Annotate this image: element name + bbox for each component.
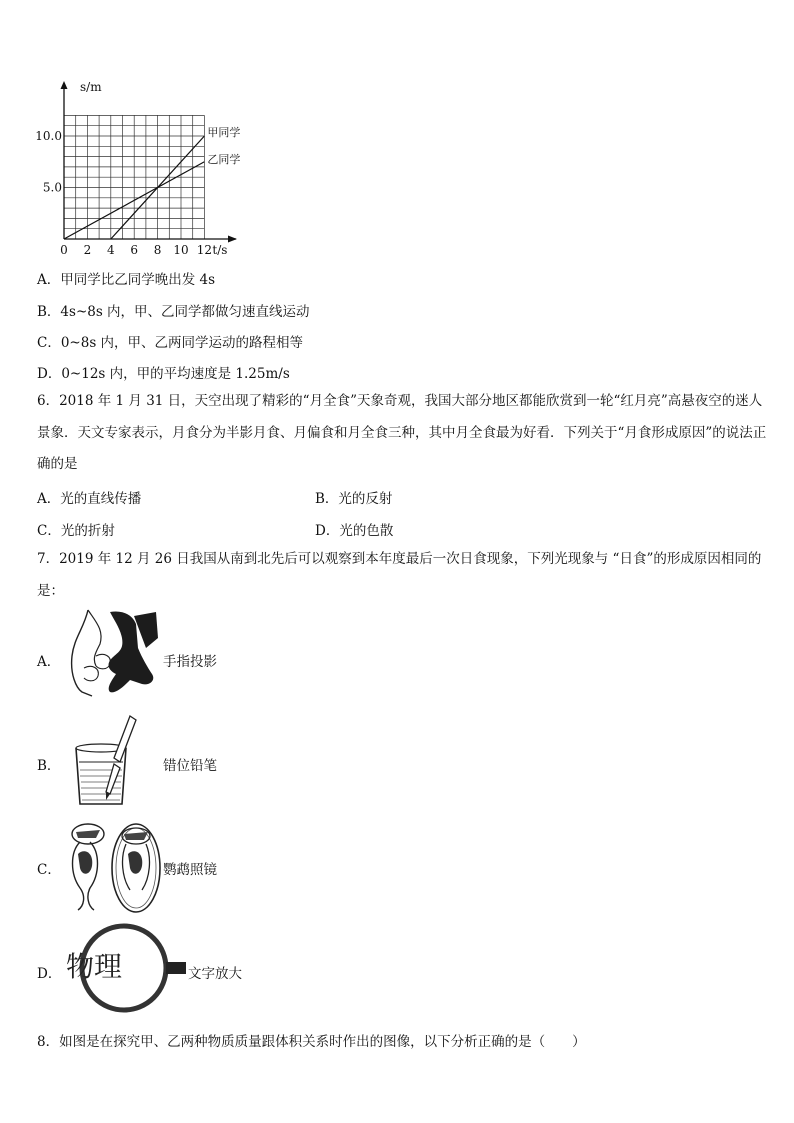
q6-option-b[interactable]	[315, 487, 392, 507]
chart-grid	[64, 115, 204, 239]
option-text: 光的折射	[60, 523, 115, 539]
q5-option-b[interactable]	[37, 300, 310, 320]
option-text: 4s~8s 内，甲、乙同学都做匀速直线运动	[60, 304, 310, 320]
option-letter: A．	[37, 272, 61, 288]
x-tick-label: 6	[130, 243, 139, 257]
option-letter: C．	[37, 523, 61, 539]
q5-option-d[interactable]	[37, 362, 290, 382]
q7-option-b-letter[interactable]: B．	[37, 758, 61, 774]
option-letter: A．	[37, 491, 61, 507]
x-axis-arrow	[228, 236, 237, 243]
option-text: 光的色散	[339, 523, 394, 539]
option-letter: B．	[315, 491, 339, 507]
q6-stem: 6．2018 年 1 月 31 日，天空出现了精彩的“月全食”天象奇观，我国大部分地区都能欣赏到一轮“红月亮”高悬夜空的迷人景象．天文专家表示，月食分为半影月食、月偏食和月全食三种，其中月全食最为好看．下列关于“月食形成原因”的说法正确的是	[37, 393, 767, 472]
option-letter: C．	[37, 335, 61, 351]
option-text: 光的反射	[338, 491, 393, 507]
q7-option-a-caption: 手指投影	[163, 654, 217, 670]
series-label: 甲同学	[207, 126, 241, 139]
series-label: 乙同学	[207, 152, 241, 166]
y-tick-label: 10.0	[35, 129, 62, 143]
magnifier-image	[62, 922, 192, 1014]
option-letter: D．	[37, 366, 62, 382]
chart-labels	[35, 80, 240, 257]
option-letter: D．	[315, 523, 340, 539]
parrot-mirror-image	[66, 818, 166, 914]
q7-option-c-caption: 鹦鹉照镜	[163, 862, 217, 878]
option-text: 0~8s 内，甲、乙两同学运动的路程相等	[60, 335, 304, 351]
q7-option-c-letter[interactable]: C．	[37, 862, 61, 878]
q7-stem: 7．2019 年 12 月 26 日我国从南到北先后可以观察到本年度最后一次日食现象，下列光现象与 “日食”的形成原因相同的是：	[37, 551, 762, 599]
option-letter: B．	[37, 304, 61, 320]
q6-option-d[interactable]	[315, 519, 393, 539]
st-graph	[30, 78, 250, 263]
q5-option-a[interactable]	[37, 268, 215, 288]
x-axis-label: t/s	[212, 243, 228, 257]
option-text: 0~12s 内，甲的平均速度是 1.25m/s	[61, 366, 290, 382]
q7-option-b-caption: 错位铅笔	[163, 758, 217, 774]
x-tick-label: 2	[83, 243, 92, 257]
option-text: 光的直线传播	[60, 491, 142, 507]
q7-option-d-caption: 文字放大	[188, 966, 242, 982]
q5-option-c[interactable]	[37, 331, 303, 351]
x-tick-label: 0	[60, 243, 68, 257]
magnified-text: 物理	[66, 950, 123, 983]
y-tick-label: 5.0	[42, 180, 62, 195]
hand-shadow-image	[66, 608, 166, 698]
y-axis-arrow	[61, 81, 68, 89]
pencil-in-glass-image	[70, 714, 150, 810]
x-tick-label: 12	[196, 243, 213, 257]
q7-option-a-letter[interactable]: A．	[37, 654, 61, 670]
q8-stem: 8．如图是在探究甲、乙两种物质质量跟体积关系时作出的图像，以下分析正确的是（ ）	[37, 1034, 586, 1050]
q7-option-d-letter[interactable]: D．	[37, 966, 62, 982]
x-tick-label: 4	[106, 243, 115, 257]
q6-option-a[interactable]	[37, 487, 141, 507]
x-tick-label: 10	[173, 243, 189, 257]
option-text: 甲同学比乙同学晚出发 4s	[60, 272, 216, 288]
y-axis-label: s/m	[80, 80, 102, 94]
q6-option-c[interactable]	[37, 519, 115, 539]
x-tick-label: 8	[153, 243, 162, 257]
